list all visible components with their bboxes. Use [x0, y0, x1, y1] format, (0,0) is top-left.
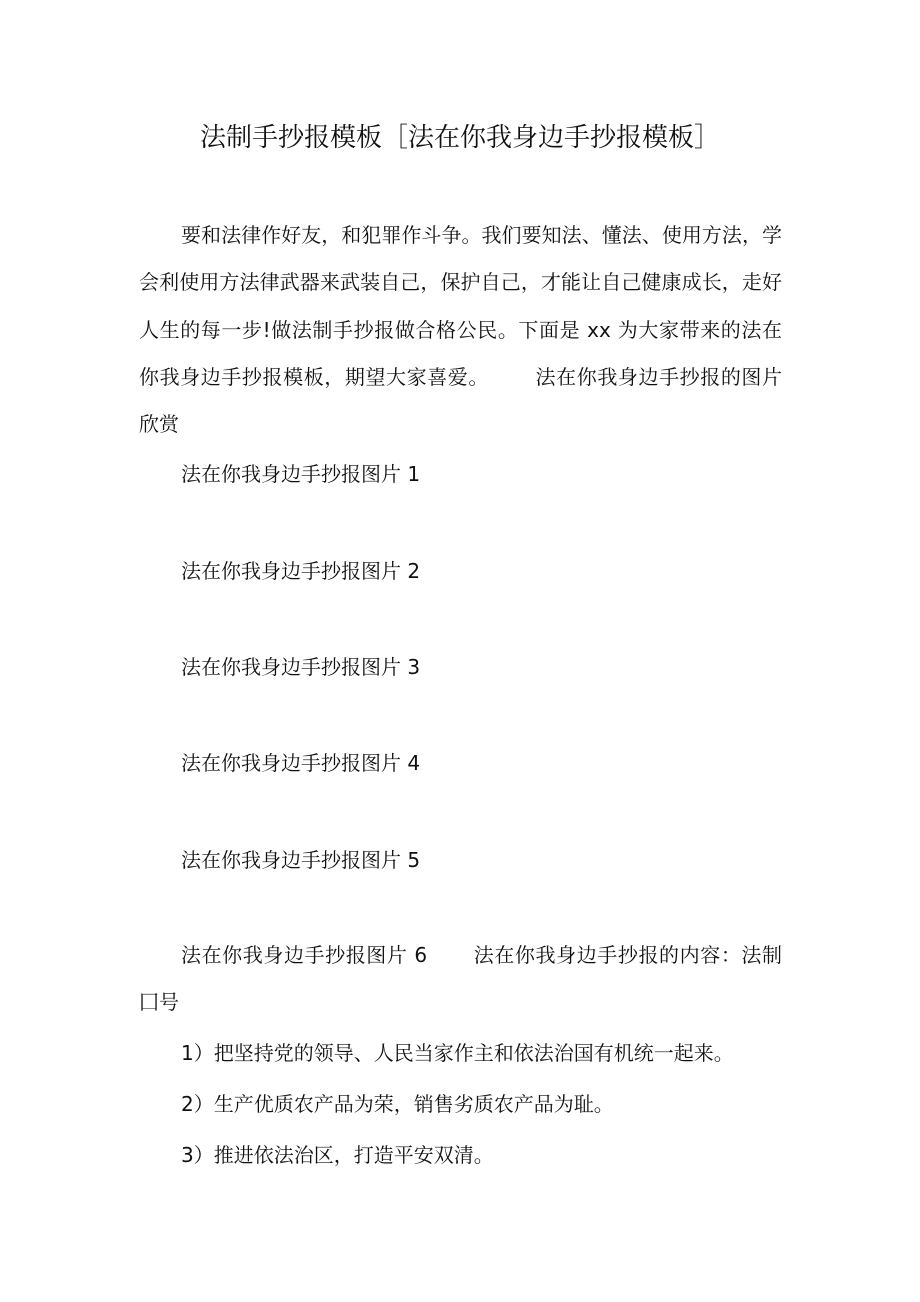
content-heading: 法在你我身边手抄报的内容：法制囗号 [139, 943, 782, 1015]
slogan-list [181, 1028, 781, 1181]
intro-paragraph [139, 212, 782, 448]
slogan-item-3: 3）推进依法治区，打造平安双清。 [181, 1143, 494, 1167]
slogan-item-1: 1）把坚持党的领导、人民当家作主和依法治国有机统一起来。 [181, 1041, 734, 1065]
slogan-item-2: 2）生产优质农产品为荣，销售劣质农产品为耻。 [181, 1092, 614, 1116]
figure-caption-1: 法在你我身边手抄报图片 1 [181, 462, 421, 486]
figure-caption-4: 法在你我身边手抄报图片 4 [181, 751, 421, 775]
figure-caption-2: 法在你我身边手抄报图片 2 [181, 559, 421, 583]
content-paragraph [139, 932, 782, 1027]
figure-caption-6: 法在你我身边手抄报图片 6 [181, 943, 428, 967]
figure-caption-3: 法在你我身边手抄报图片 3 [181, 655, 421, 679]
intro-text: 要和法律作好友，和犯罪作斗争。我们要知法、懂法、使用方法，学会利使用方法律武器来武装自己，保护自己，才能让自己健康成长，走好人生的每一步!做法制手抄报做合格公民。下面是 xx 为大家带来的法在你我身边手抄报模板，期望大家喜爱。 [139, 223, 782, 389]
intro-tail-text: 法在你我身边手抄报的图片欣赏 [139, 364, 783, 437]
figure-caption-5: 法在你我身边手抄报图片 5 [181, 848, 421, 872]
document-title: 法制手抄报模板［法在你我身边手抄报模板］ [199, 123, 720, 153]
